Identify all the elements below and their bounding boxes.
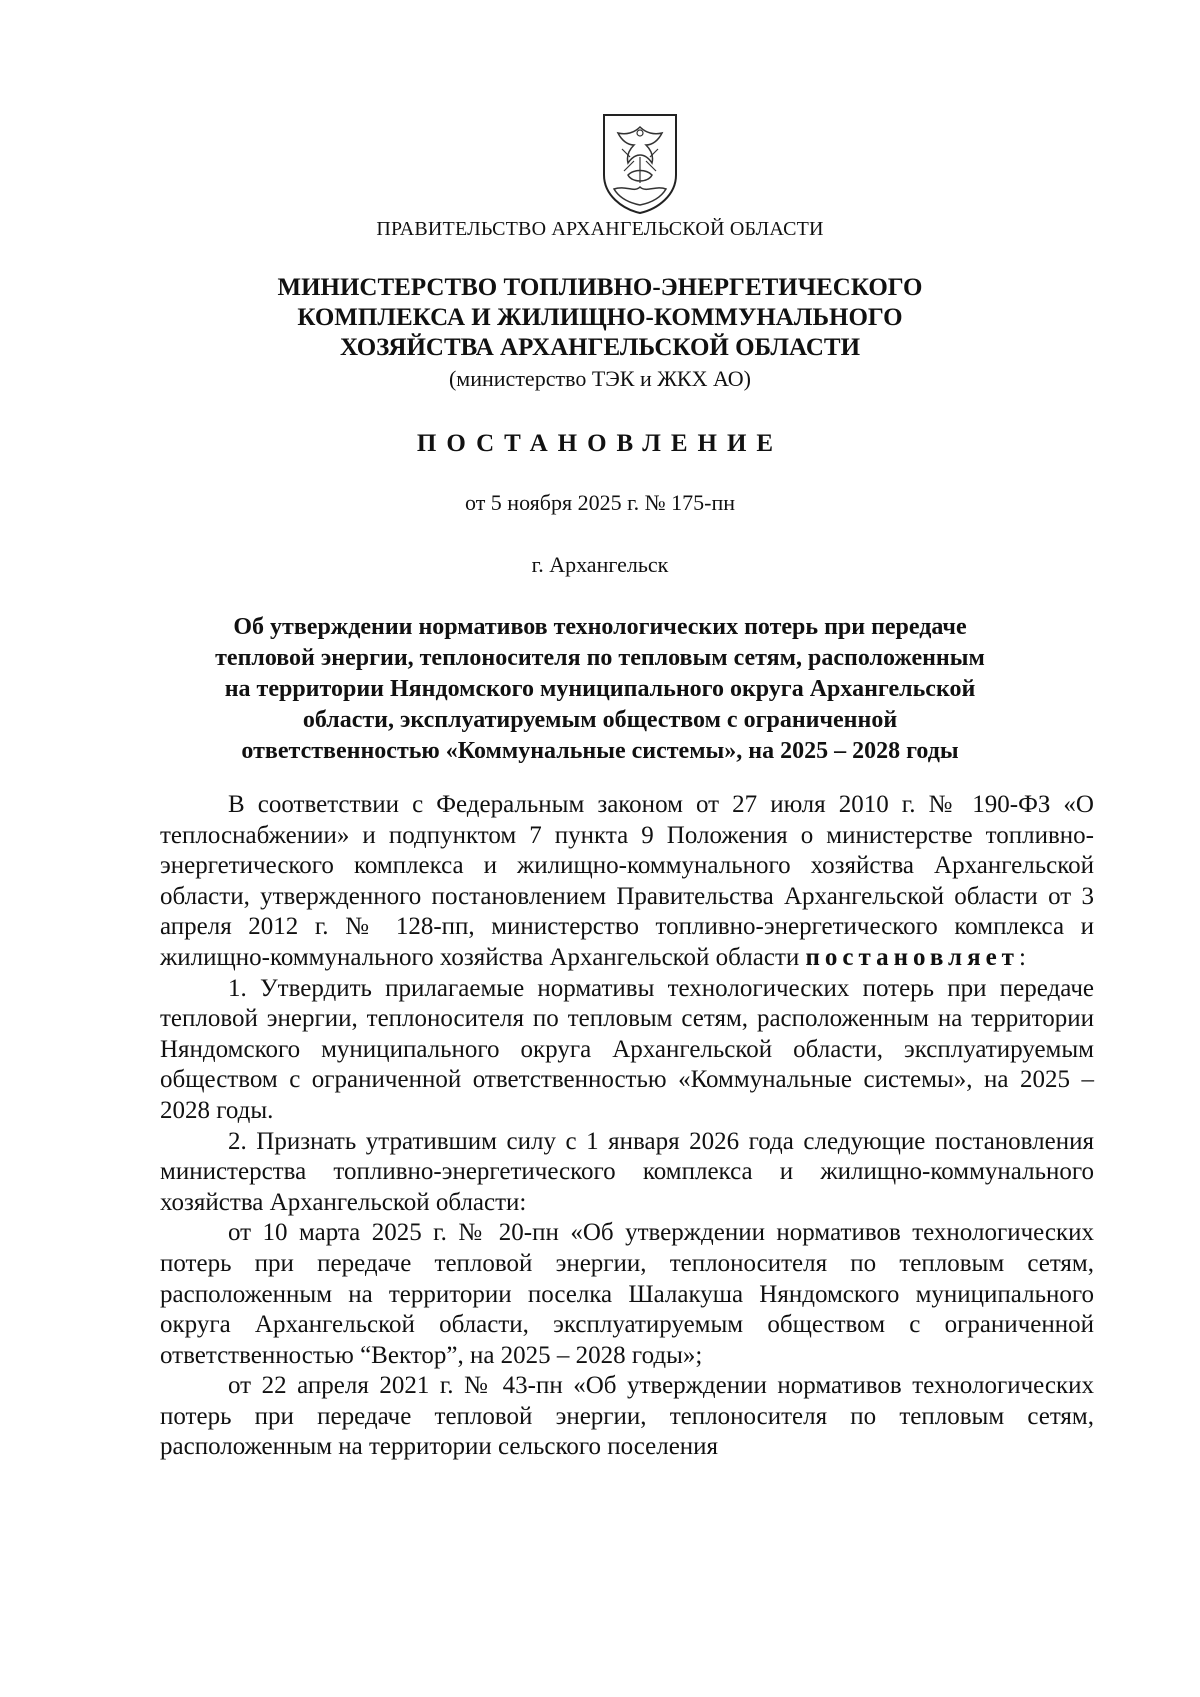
sub-item-1-paragraph: от 10 марта 2025 г. № 20-пн «Об утверждении нормативов технологических потерь при передаче тепловой энергии, теплоносителя по тепловым сетям, расположенным на территории поселка Шалакуша Няндомского муниципального округа Архангельской области, эксплуатируемым обществом с ограниченной ответственностью “Вектор”, на 2025 – 2028 годы»;: [160, 1219, 1094, 1369]
title-line-5: ответственностью «Коммунальные системы», на 2025 – 2028 годы: [241, 738, 959, 764]
coat-of-arms-emblem: [600, 113, 680, 215]
title-line-1: Об утверждении нормативов технологических потерь при передаче: [233, 614, 967, 640]
ministry-name: [0, 273, 1200, 363]
item-2-paragraph: 2. Признать утратившим силу с 1 января 2026 года следующие постановления министерства топливно-энергетического комплекса и жилищно-коммунального хозяйства Архангельской области:: [160, 1127, 1094, 1216]
preamble-text: В соответствии с Федеральным законом от 27 июля 2010 г. № 190-ФЗ «О теплоснабжении» и подпунктом 7 пункта 9 Положения о министерстве топливно-энергетического комплекса и жилищно-коммунального хозяйства Архангельской области, утвержденного постановлением Правительства Архангельской области от 3 апреля 2012 г. № 128-пп, министерство топливно-энергетического комплекса и жилищно-коммунального хозяйства Архангельской области: [160, 791, 1094, 971]
decree-word: постановляет: [805, 943, 1019, 971]
document-type: ПОСТАНОВЛЕНИЕ: [416, 430, 784, 457]
sub-item-2-paragraph: от 22 апреля 2021 г. № 43-пн «Об утверждении нормативов технологических потерь при передаче тепловой энергии, теплоносителя по тепловым сетям, расположенным на территории сельского поселения: [160, 1372, 1094, 1461]
title-line-2: тепловой энергии, теплоносителя по тепловым сетям, расположенным: [215, 645, 985, 671]
title-line-4: области, эксплуатируемым обществом с ограниченной: [302, 707, 898, 733]
decree-colon: :: [1018, 943, 1026, 971]
document-body: [160, 790, 1094, 1463]
preamble-paragraph: [160, 790, 1094, 974]
title-line-3: на территории Няндомского муниципального округа Архангельской: [224, 676, 976, 702]
document-date-number: от 5 ноября 2025 г. № 175-пн: [464, 490, 735, 515]
ministry-name-line-2: КОМПЛЕКСА И ЖИЛИЩНО-КОММУНАЛЬНОГО: [297, 304, 903, 331]
ministry-abbreviation: (министерство ТЭК и ЖКХ АО): [448, 366, 752, 391]
ministry-name-line-3: ХОЗЯЙСТВА АРХАНГЕЛЬСКОЙ ОБЛАСТИ: [339, 334, 861, 361]
item-1-paragraph: 1. Утвердить прилагаемые нормативы технологических потерь при передаче тепловой энергии, теплоносителя по тепловым сетям, расположенным на территории Няндомского муниципального округа Архангельской области, эксплуатируемым обществом с ограниченной ответственностью «Коммунальные системы», на 2025 – 2028 годы.: [160, 974, 1094, 1124]
document-title: [0, 612, 1200, 767]
ministry-name-line-1: МИНИСТЕРСТВО ТОПЛИВНО-ЭНЕРГЕТИЧЕСКОГО: [277, 274, 923, 301]
document-city: г. Архангельск: [531, 552, 669, 577]
government-name: ПРАВИТЕЛЬСТВО АРХАНГЕЛЬСКОЙ ОБЛАСТИ: [376, 218, 824, 240]
